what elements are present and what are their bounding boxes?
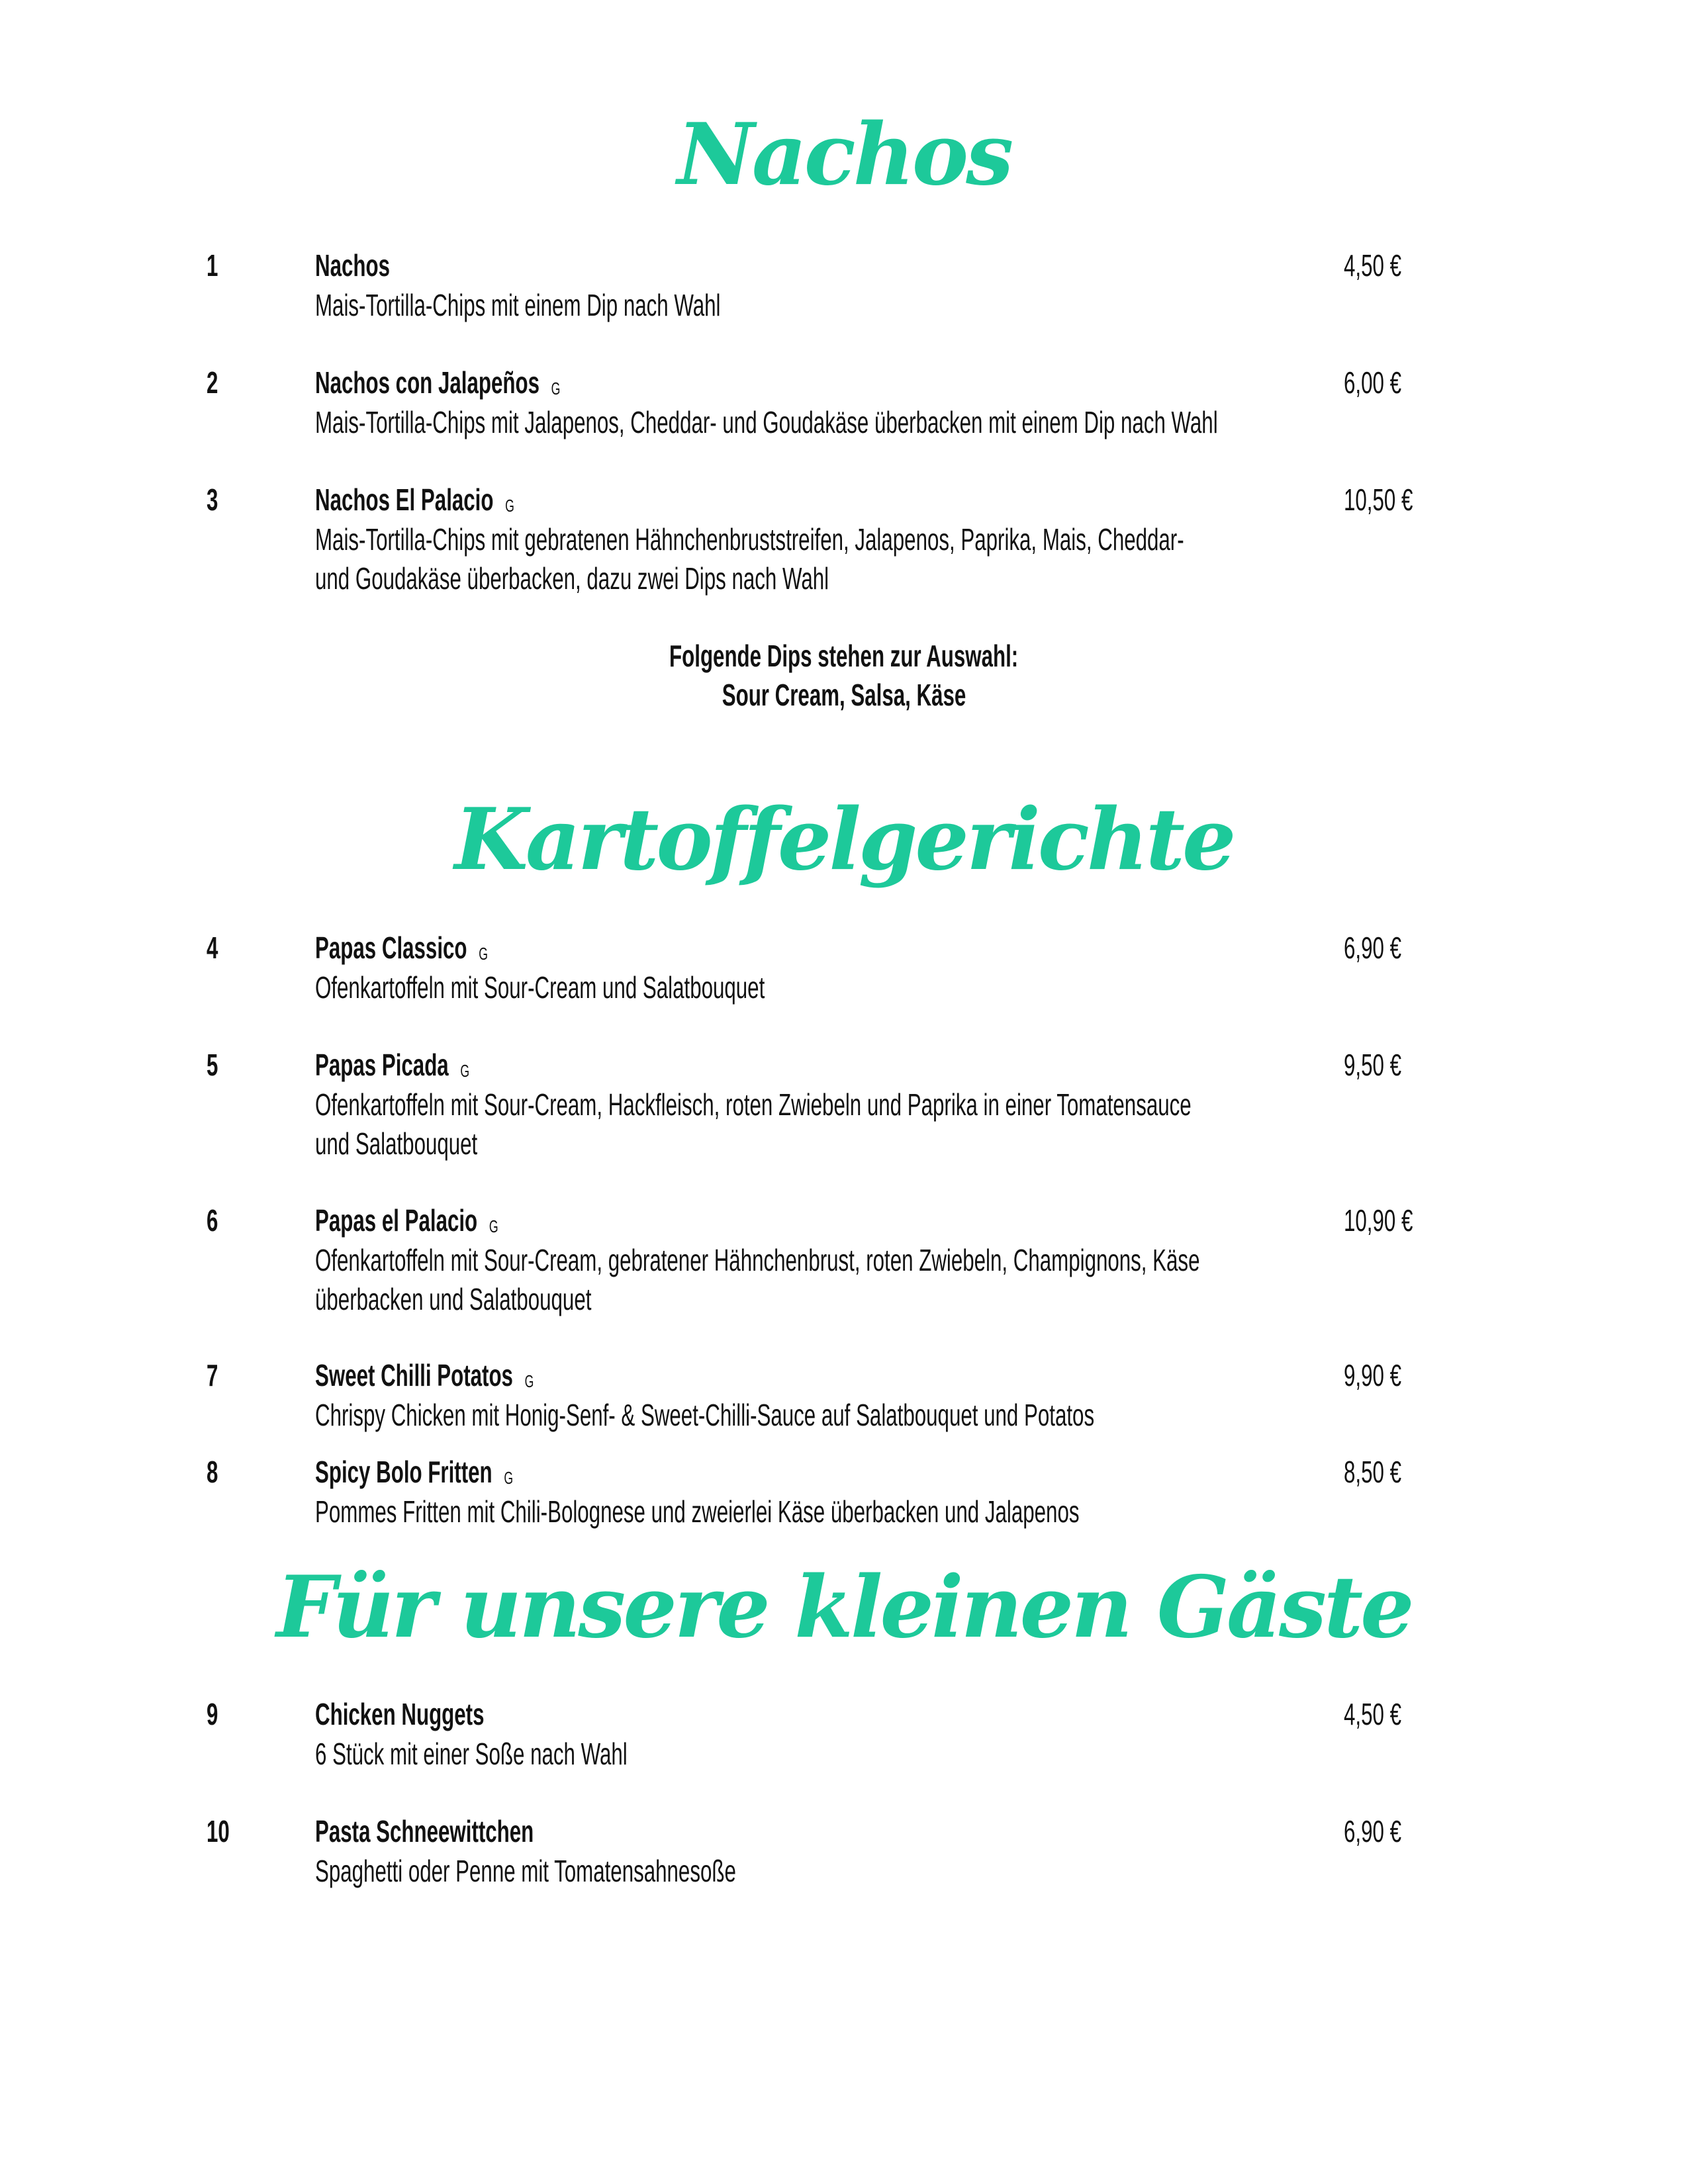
item-price: 9,50 € <box>1344 1048 1401 1082</box>
allergen-code: G <box>489 1216 498 1236</box>
section-title: Kartoffelgerichte <box>454 790 1234 889</box>
item-price: 6,90 € <box>1344 931 1401 965</box>
item-number: 8 <box>207 1455 218 1489</box>
item-number: 6 <box>207 1203 218 1238</box>
item-number: 4 <box>207 931 218 965</box>
item-description: Ofenkartoffeln mit Sour-Cream, gebratener Hähnchenbrust, roten Zwiebeln, Champignons, Käse <box>315 1243 1200 1277</box>
item-name <box>315 1453 513 1497</box>
item-price: 6,00 € <box>1344 365 1401 400</box>
item-price: 4,50 € <box>1344 1697 1401 1731</box>
item-name-text: Sweet Chilli Potatos <box>315 1358 513 1392</box>
item-number: 2 <box>207 365 218 400</box>
item-name-text: Papas Classico <box>315 931 467 965</box>
allergen-code: G <box>504 1468 514 1488</box>
item-price: 6,90 € <box>1344 1814 1401 1848</box>
allergen-code: G <box>479 944 488 964</box>
item-number: 1 <box>207 248 218 283</box>
item-description: und Goudakäse überbacken, dazu zwei Dips nach Wahl <box>315 561 829 596</box>
allergen-code: G <box>551 379 561 398</box>
item-description: Chrispy Chicken mit Honig-Senf- & Sweet-Chilli-Sauce auf Salatbouquet und Potatos <box>315 1398 1095 1432</box>
section-title: Nachos <box>677 105 1011 205</box>
item-name-text: Nachos con Jalapeños <box>315 365 539 400</box>
item-name <box>315 1356 534 1400</box>
item-description: Mais-Tortilla-Chips mit einem Dip nach Wahl <box>315 288 721 322</box>
item-number: 10 <box>207 1814 230 1848</box>
item-name-text: Nachos <box>315 248 390 283</box>
item-name <box>315 363 560 408</box>
item-number: 5 <box>207 1048 218 1082</box>
item-price: 10,90 € <box>1344 1203 1413 1238</box>
dips-note <box>0 637 1688 675</box>
item-description: 6 Stück mit einer Soße nach Wahl <box>315 1737 628 1771</box>
item-name <box>315 1812 534 1850</box>
item-name <box>315 1201 498 1246</box>
item-number: 3 <box>207 482 218 517</box>
item-name-text: Spicy Bolo Fritten <box>315 1455 492 1489</box>
dips-note <box>0 676 1688 714</box>
item-description: Pommes Fritten mit Chili-Bolognese und zweierlei Käse überbacken und Jalapenos <box>315 1494 1080 1529</box>
allergen-code: G <box>505 496 514 516</box>
item-price: 8,50 € <box>1344 1455 1401 1489</box>
dips-note-line: Sour Cream, Salsa, Käse <box>722 678 966 712</box>
section-title: Für unsere kleinen Gäste <box>276 1558 1412 1657</box>
dips-note-line: Folgende Dips stehen zur Auswahl: <box>669 639 1019 673</box>
item-description: Ofenkartoffeln mit Sour-Cream und Salatbouquet <box>315 970 765 1005</box>
item-name-text: Papas el Palacio <box>315 1203 478 1238</box>
item-name-text: Nachos El Palacio <box>315 482 494 517</box>
item-name-text: Chicken Nuggets <box>315 1697 485 1731</box>
item-description: Spaghetti oder Penne mit Tomatensahnesoße <box>315 1854 736 1888</box>
allergen-code: G <box>524 1371 534 1391</box>
item-description: Mais-Tortilla-Chips mit Jalapenos, Cheddar- und Goudakäse überbacken mit einem Dip nach Wahl <box>315 405 1218 439</box>
item-name <box>315 1695 484 1733</box>
item-number: 9 <box>207 1697 218 1731</box>
item-name-text: Papas Picada <box>315 1048 449 1082</box>
item-price: 4,50 € <box>1344 248 1401 283</box>
item-description: Ofenkartoffeln mit Sour-Cream, Hackfleisch, roten Zwiebeln und Paprika in einer Tomatensauce <box>315 1087 1192 1122</box>
item-name <box>315 1046 469 1090</box>
item-description: Mais-Tortilla-Chips mit gebratenen Hähnchenbruststreifen, Jalapenos, Paprika, Mais, Cheddar- <box>315 522 1184 557</box>
allergen-code: G <box>460 1061 470 1081</box>
item-name <box>315 246 390 285</box>
item-name <box>315 480 514 525</box>
item-description: und Salatbouquet <box>315 1126 478 1161</box>
item-name-text: Pasta Schneewittchen <box>315 1814 534 1848</box>
item-name <box>315 929 488 973</box>
item-description: überbacken und Salatbouquet <box>315 1282 592 1316</box>
item-price: 10,50 € <box>1344 482 1413 517</box>
item-price: 9,90 € <box>1344 1358 1401 1392</box>
item-number: 7 <box>207 1358 218 1392</box>
